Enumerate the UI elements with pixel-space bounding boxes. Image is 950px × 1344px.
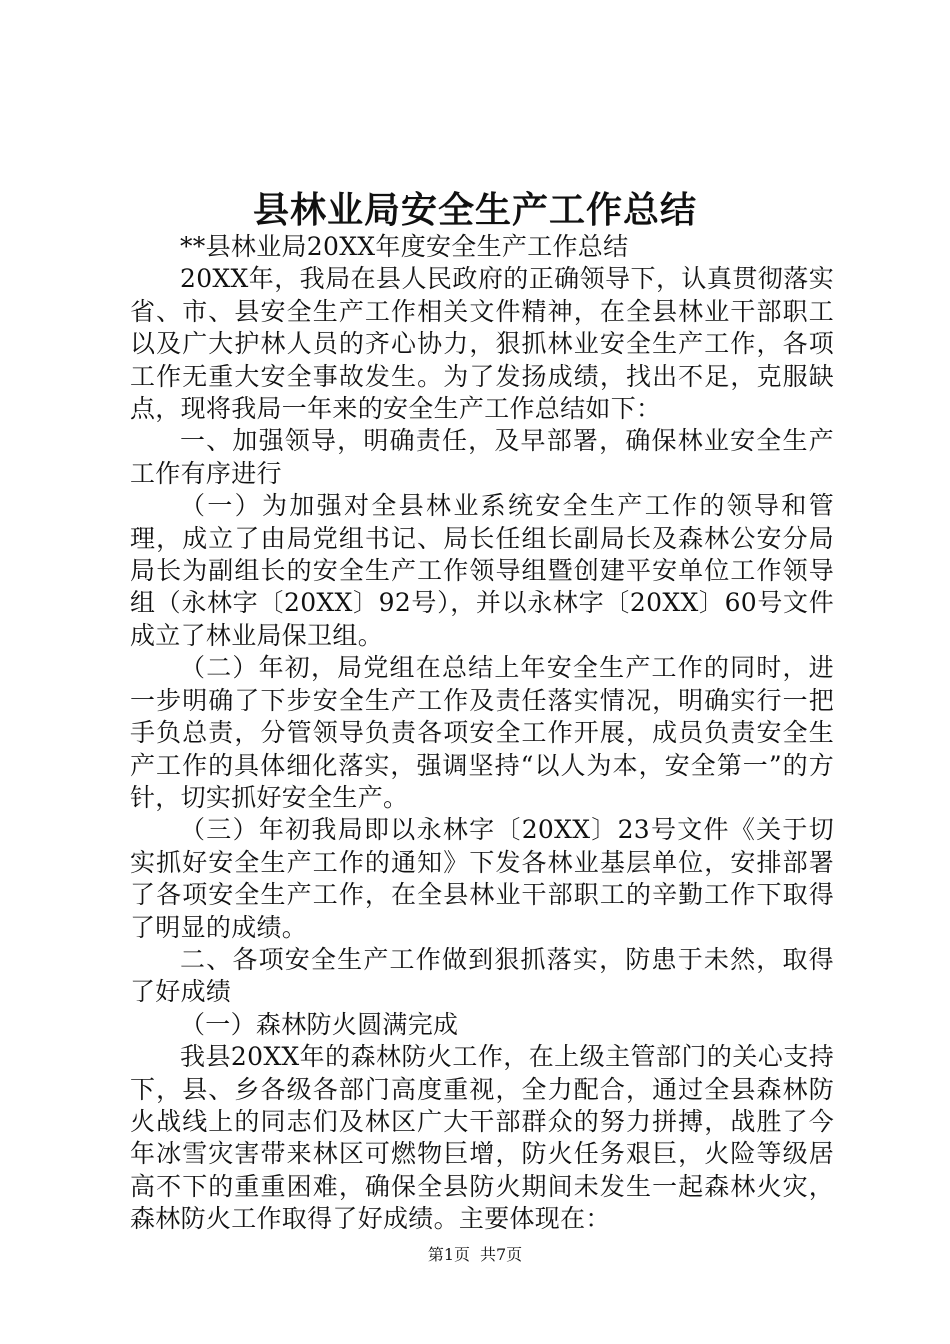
page-number: 第1页 bbox=[427, 1245, 470, 1264]
document-title: 县林业局安全生产工作总结 bbox=[252, 189, 697, 231]
subsection-heading: （一）森林防火圆满完成 bbox=[180, 1009, 459, 1039]
document-body bbox=[130, 231, 834, 1236]
body-paragraph: （二）年初，局党组在总结上年安全生产工作的同时，进一步明确了下步安全生产工作及责任落实情况，明确实行一把手负总责，分管领导负责各项安全工作开展，成员负责安全生产工作的具体细化落实，强调坚持“以人为本，安全第一”的方针，切实抓好安全生产。 bbox=[130, 653, 834, 812]
body-paragraph: 我县20XX年的森林防火工作，在上级主管部门的关心支持下，县、乡各级各部门高度重视，全力配合，通过全县森林防火战线上的同志们及林区广大干部群众的努力拼搏，战胜了今年冰雪灾害带来林区可燃物巨增，防火任务艰巨，火险等级居高不下的重重困难，确保全县防火期间未发生一起森林火灾，森林防火工作取得了好成绩。主要体现在： bbox=[130, 1042, 834, 1234]
page-footer bbox=[0, 1245, 950, 1265]
subtitle-paragraph: **县林业局20XX年度安全生产工作总结 bbox=[180, 232, 629, 261]
intro-paragraph: 20XX年，我局在县人民政府的正确领导下，认真贯彻落实省、市、县安全生产工作相关文件精神，在全县林业干部职工以及广大护林人员的齐心协力，狠抓林业安全生产工作，各项工作无重大安全事故发生。为了发扬成绩，找出不足，克服缺点，现将我局一年来的安全生产工作总结如下： bbox=[130, 264, 834, 424]
section-heading-1: 一、加强领导，明确责任，及早部署，确保林业安全生产工作有序进行 bbox=[130, 426, 834, 488]
section-heading-2: 二、各项安全生产工作做到狠抓落实，防患于未然，取得了好成绩 bbox=[130, 944, 834, 1007]
page-total: 共7页 bbox=[480, 1245, 523, 1264]
body-paragraph: （三）年初我局即以永林字〔20XX〕23号文件《关于切实抓好安全生产工作的通知》下发各林业基层单位，安排部署了各项安全生产工作，在全县林业干部职工的辛勤工作下取得了明显的成绩。 bbox=[130, 815, 834, 942]
body-paragraph: （一）为加强对全县林业系统安全生产工作的领导和管理，成立了由局党组书记、局长任组长副局长及森林公安分局局长为副组长的安全生产工作领导组暨创建平安单位工作领导组（永林字〔20XX〕92号），并以永林字〔20XX〕60号文件成立了林业局保卫组。 bbox=[130, 491, 834, 650]
